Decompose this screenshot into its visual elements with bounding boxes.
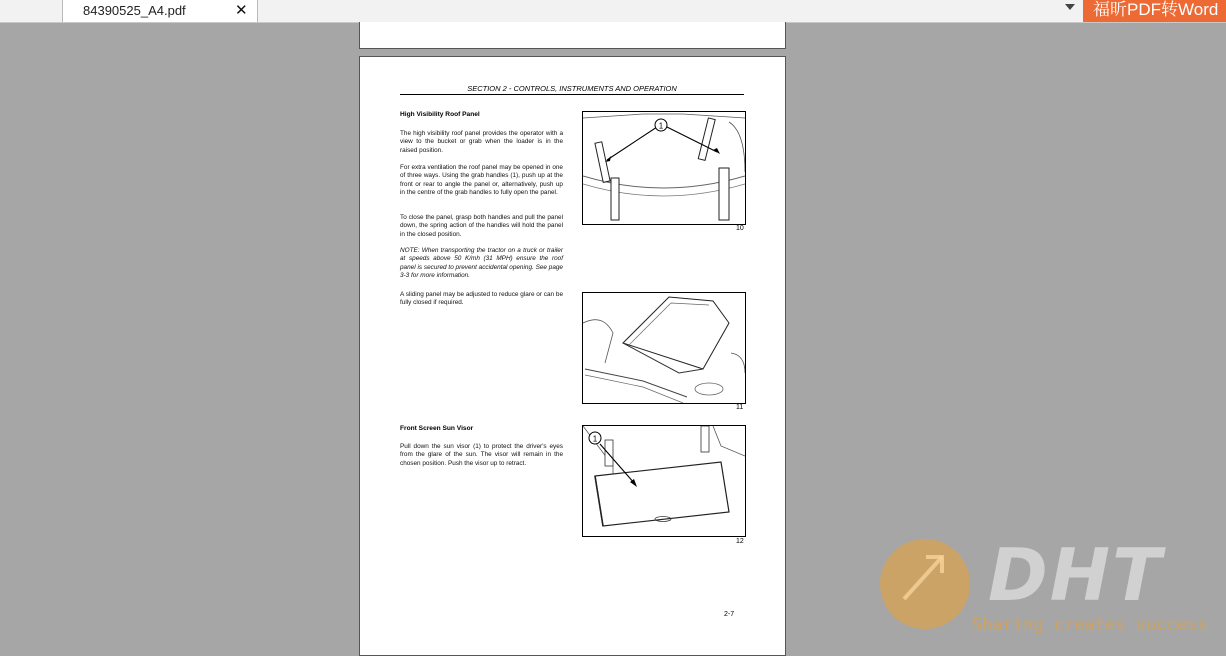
sun-visor-paragraph: Pull down the sun visor (1) to protect the driver's eyes from the glare of the sun. The visor will remain in the chosen position. Push the visor up to retract. — [400, 443, 563, 467]
roof-paragraph-1: The high visibility roof panel provides the operator with a view to the bucket or grab when the loader is in the raised position. — [400, 130, 563, 154]
previous-page — [359, 22, 786, 49]
tab-title[interactable]: 84390525_A4.pdf — [83, 3, 186, 18]
section-header: SECTION 2 - CONTROLS, INSTRUMENTS AND OPERATION — [467, 84, 677, 93]
convert-to-word-button[interactable]: 福昕PDF转Word — [1083, 0, 1226, 22]
figure-10-callout: 1 — [658, 121, 664, 131]
figure-12-number: 12 — [736, 538, 744, 545]
roof-paragraph-3: To close the panel, grasp both handles and pull the panel down, the spring action of the handles will hold the panel in the closed position. — [400, 214, 563, 238]
chevron-down-icon[interactable] — [1065, 4, 1075, 10]
close-icon[interactable]: ✕ — [235, 2, 248, 19]
document-tab[interactable] — [62, 0, 258, 22]
figure-roof-handles — [582, 111, 746, 225]
watermark — [878, 533, 1226, 637]
sun-visor-heading: Front Screen Sun Visor — [400, 425, 474, 432]
page-number: 2-7 — [724, 611, 735, 618]
watermark-tagline: Sharing creates success — [972, 615, 1208, 635]
figure-10-number: 10 — [736, 225, 744, 232]
header-divider — [400, 94, 744, 95]
roof-paragraph-2: For extra ventilation the roof panel may be opened in one of three ways. Using the grab handles (1), push up at the front or rear to angle the panel or, alternatively, push up in the centre of the grab handles to fully open the panel. — [400, 164, 563, 196]
figure-11-number: 11 — [736, 404, 744, 411]
arrow-icon — [896, 547, 956, 607]
pdf-page — [359, 56, 786, 656]
figure-12-callout: 1 — [592, 434, 598, 444]
figure-sun-visor — [582, 425, 746, 537]
tab-bar — [0, 0, 1226, 23]
figure-sliding-panel — [582, 292, 746, 404]
roof-panel-heading: High Visibility Roof Panel — [400, 111, 480, 118]
watermark-brand: DHT — [988, 533, 1164, 617]
roof-note: NOTE: When transporting the tractor on a truck or trailer at speeds above 50 K/mh (31 MPH) ensure the roof panel is secured to prevent accidental opening. See page 3-3 for more information. — [400, 247, 563, 279]
roof-paragraph-4: A sliding panel may be adjusted to reduce glare or can be fully closed if required. — [400, 291, 563, 307]
